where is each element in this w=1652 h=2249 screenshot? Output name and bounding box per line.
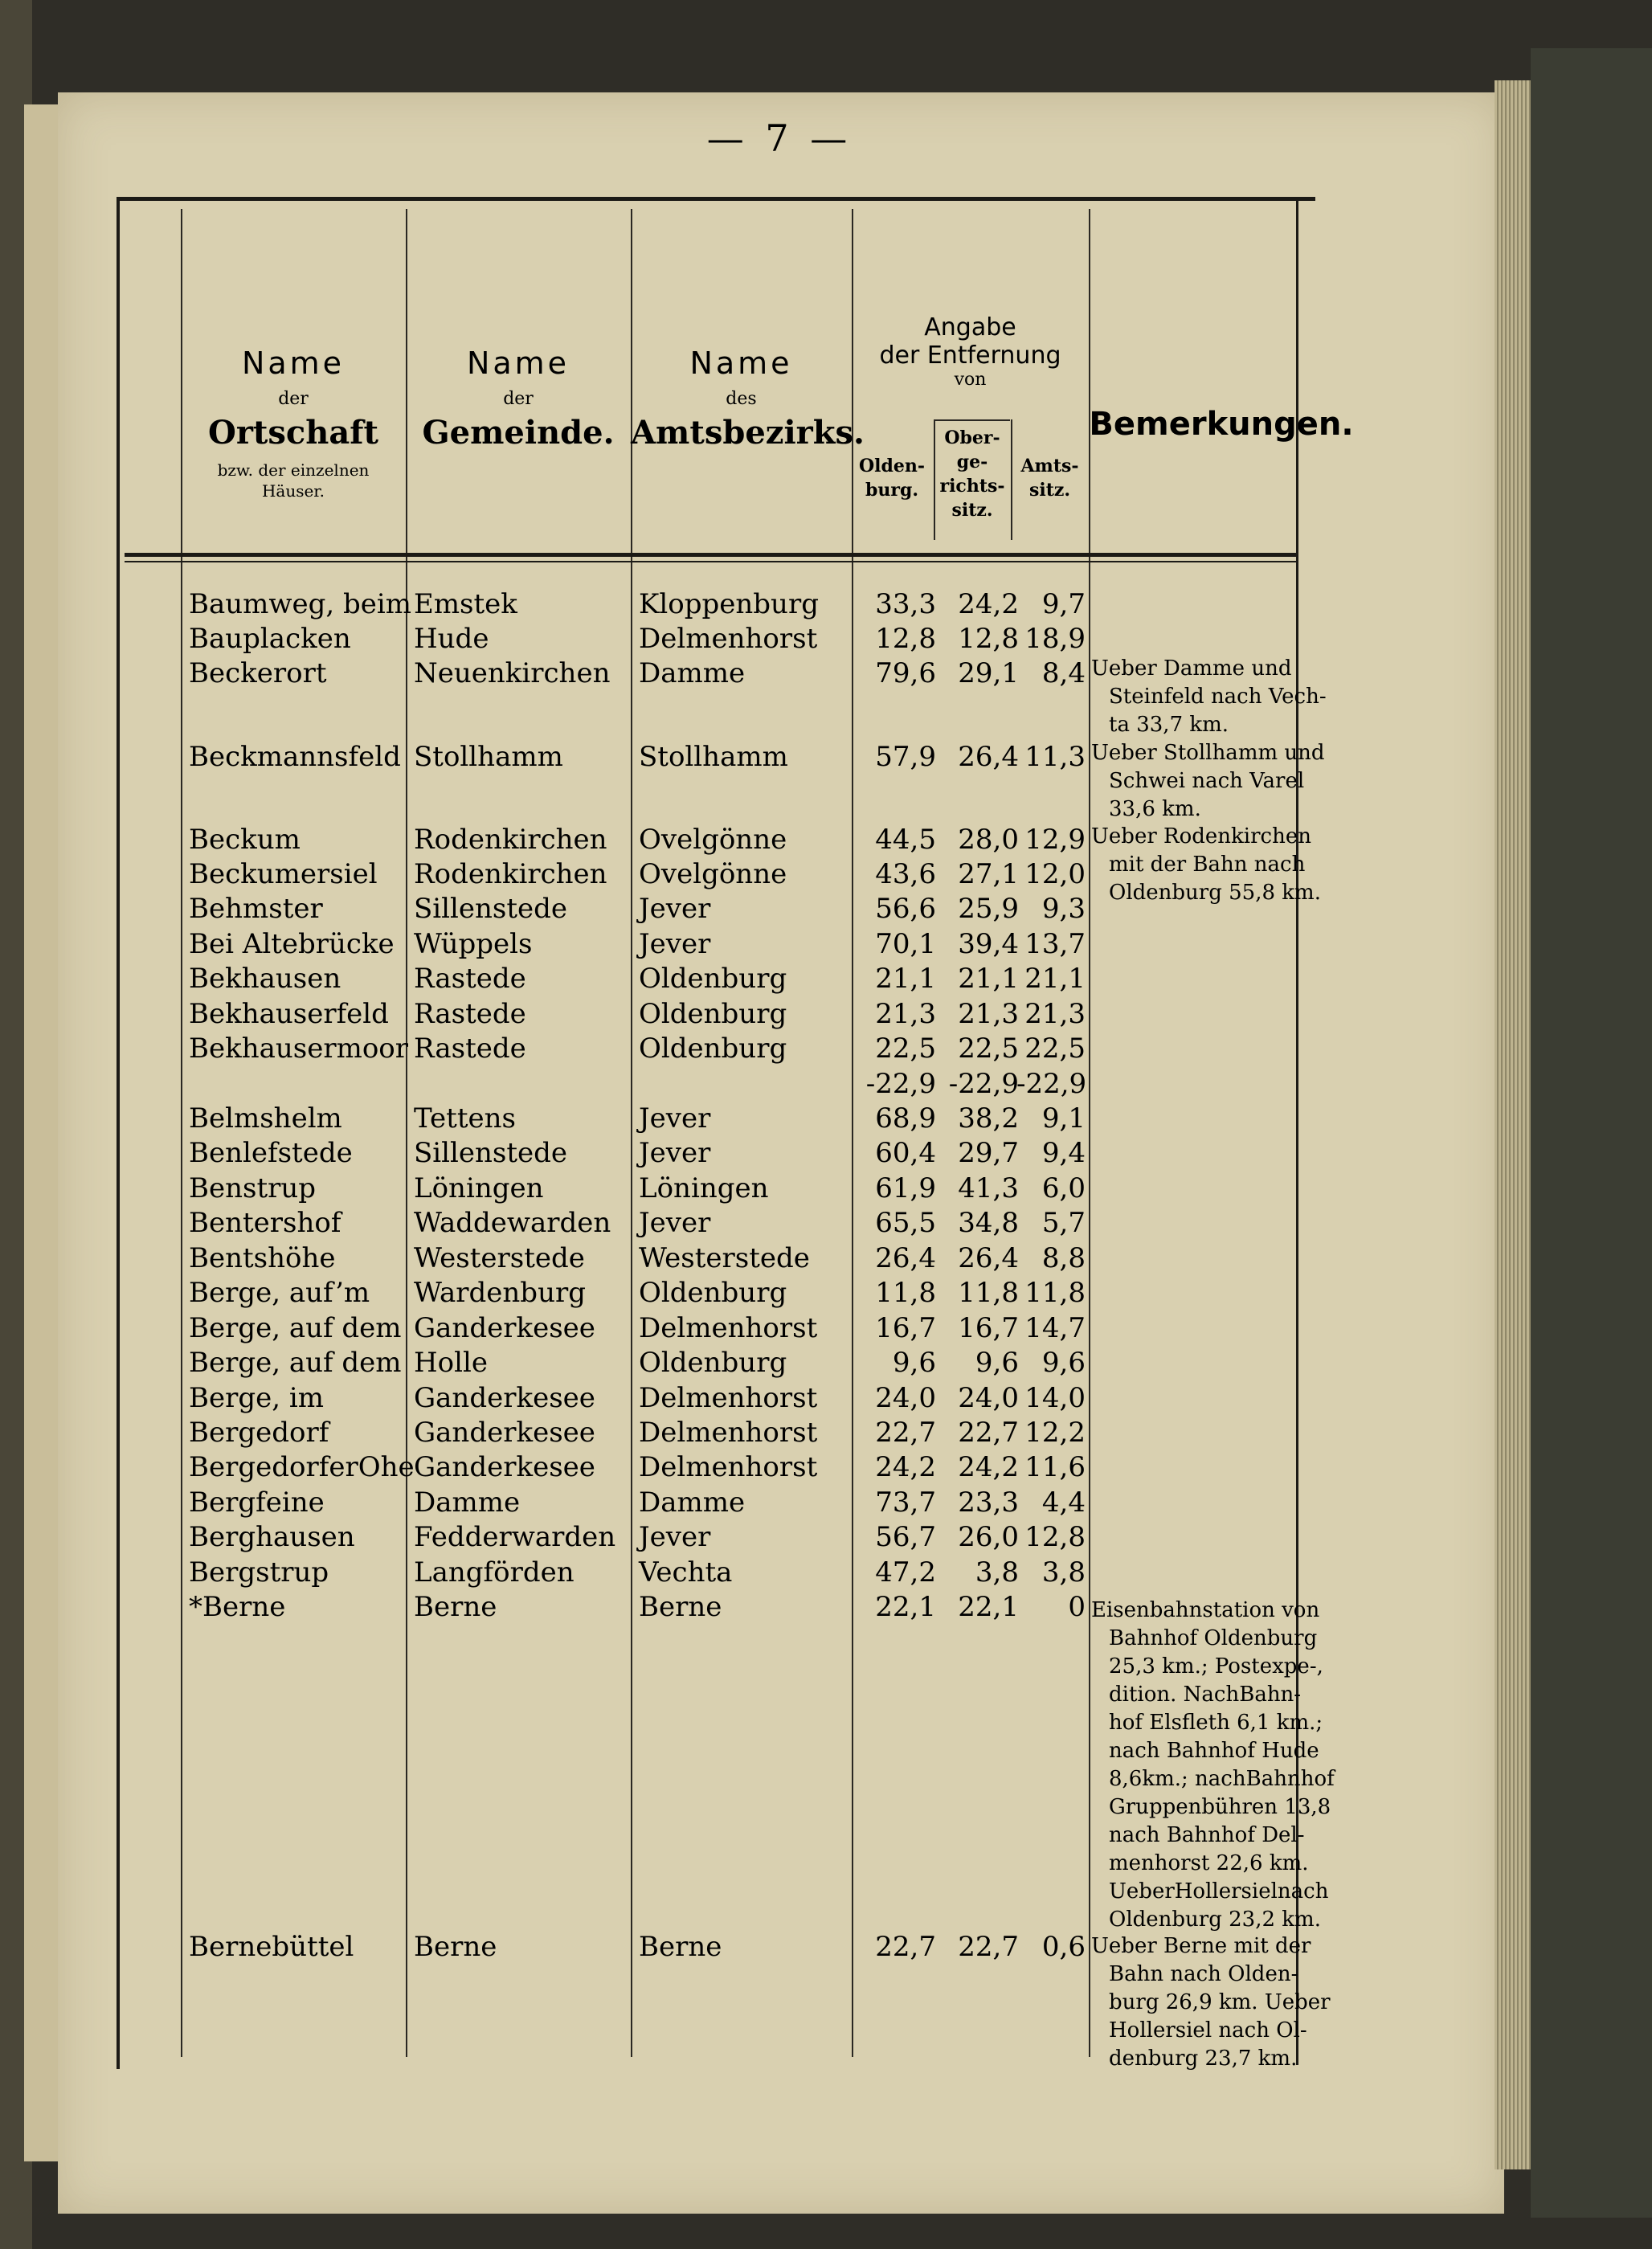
cell-dist-amtssitz: 14,7: [1024, 1312, 1086, 1344]
cell-amtsbezirk: Jever: [639, 1207, 711, 1239]
cell-dist-oldenburg: 24,2: [875, 1451, 936, 1483]
cell-gemeinde: Sillenstede: [414, 893, 568, 925]
cell-ortschaft: Bekhauserfeld: [189, 998, 389, 1030]
header-bemerkungen: Bemerkungen.: [1089, 406, 1354, 443]
cell-amtsbezirk: Damme: [639, 1486, 746, 1519]
cell-gemeinde: Rodenkirchen: [414, 858, 607, 890]
remark-bernebuettel: [1091, 1932, 1347, 2073]
cell-amtsbezirk: Berne: [639, 1591, 722, 1623]
cell-amtsbezirk: Damme: [639, 657, 746, 689]
cell-gemeinde: Rastede: [414, 963, 526, 995]
header-title: Name: [689, 346, 793, 381]
cell-dist-oldenburg: 11,8: [875, 1277, 936, 1309]
cell-amtsbezirk: Berne: [639, 1931, 722, 1963]
remark-line: Gruppenbühren 13,8: [1109, 1795, 1331, 1819]
cell-dist-oldenburg: 22,7: [875, 1931, 936, 1963]
cell-gemeinde: Tettens: [414, 1102, 516, 1135]
remark-line: Ueber Damme und: [1091, 656, 1292, 681]
remark-line: Ueber Stollhamm und: [1091, 741, 1325, 765]
cell-amtsbezirk: Stollhamm: [639, 741, 788, 773]
cell-dist-oldenburg: 73,7: [875, 1486, 936, 1519]
book-cover-right: [1531, 48, 1652, 2218]
cell-amtsbezirk: Oldenburg: [639, 998, 787, 1030]
cell-dist-obergericht: 26,4: [958, 1242, 1019, 1274]
cell-gemeinde: Westerstede: [414, 1242, 585, 1274]
cell-amtsbezirk: Vechta: [639, 1556, 733, 1589]
remark-line: Oldenburg 23,2 km.: [1109, 1908, 1321, 1932]
header-amtssitz: Amts- sitz.: [1020, 456, 1079, 501]
cell-dist-oldenburg: 22,5: [875, 1032, 936, 1065]
header-main: Gemeinde.: [422, 414, 615, 452]
header-sub: bzw. der einzelnen: [217, 460, 370, 480]
remark-line: burg 26,9 km. Ueber: [1109, 1990, 1331, 2014]
remark-line: Bahn nach Olden-: [1109, 1962, 1298, 1986]
cell-amtsbezirk: Delmenhorst: [639, 1382, 818, 1414]
cell-amtsbezirk: Jever: [639, 1521, 711, 1553]
cell-dist-obergericht: 29,1: [958, 657, 1019, 689]
cell-dist-obergericht: 22,7: [958, 1931, 1019, 1963]
cell-ortschaft: Bekhausermoor: [189, 1032, 409, 1065]
cell-dist-obergericht: 9,6: [975, 1347, 1019, 1379]
cell-gemeinde: Berne: [414, 1931, 497, 1963]
cell-ortschaft: Benstrup: [189, 1172, 317, 1204]
cell-dist-obergericht: 24,2: [958, 588, 1019, 620]
cell-dist-obergericht: 34,8: [958, 1207, 1019, 1239]
header-amtsbezirk: [631, 346, 865, 452]
cell-amtsbezirk: Oldenburg: [639, 963, 787, 995]
cell-gemeinde: Neuenkirchen: [414, 657, 611, 689]
header-rule: [125, 553, 1298, 557]
cell-dist-amtssitz: 8,8: [1041, 1242, 1086, 1274]
remark-line: Bahnhof Oldenburg: [1109, 1626, 1318, 1650]
cell-ortschaft: Beckumersiel: [189, 858, 378, 890]
cell-dist-amtssitz: 8,4: [1041, 657, 1086, 689]
column-divider: [631, 209, 632, 2057]
cell-ortschaft: Beckmannsfeld: [189, 741, 401, 773]
cell-ortschaft: Berge, auf dem: [189, 1312, 402, 1344]
cell-gemeinde: Rastede: [414, 1032, 526, 1065]
cell-amtsbezirk: Oldenburg: [639, 1032, 787, 1065]
cell-dist-amtssitz: 12,2: [1024, 1417, 1086, 1449]
remark-beckmannsfeld: [1091, 739, 1347, 824]
remark-line: dition. NachBahn-: [1109, 1683, 1302, 1707]
cell-dist-oldenburg: 9,6: [892, 1347, 936, 1379]
cell-dist-oldenburg: 47,2: [875, 1556, 936, 1589]
cell-dist-obergericht: 41,3: [958, 1172, 1019, 1204]
cell-dist-oldenburg: 56,6: [875, 893, 936, 925]
cell-amtsbezirk: Delmenhorst: [639, 1451, 818, 1483]
cell-dist-obergericht: 21,3: [958, 998, 1019, 1030]
cell-gemeinde: Rastede: [414, 998, 526, 1030]
cell-dist-amtssitz: 9,7: [1041, 588, 1086, 620]
remark-beckum: [1091, 823, 1347, 907]
cell-dist-obergericht: 38,2: [958, 1102, 1019, 1135]
remark-line: Hollersiel nach Ol-: [1109, 2018, 1307, 2043]
cell-ortschaft: Berghausen: [189, 1521, 355, 1553]
cell-ortschaft: Bauplacken: [189, 623, 351, 655]
cell-dist-amtssitz: 18,9: [1024, 623, 1086, 655]
cell-dist-amtssitz: 13,7: [1024, 928, 1086, 960]
cell-dist-obergericht: 27,1: [958, 858, 1019, 890]
header-sub: Häuser.: [261, 481, 325, 501]
remark-line: Ueber Rodenkirchen: [1091, 824, 1311, 848]
cell-gemeinde: Ganderkesee: [414, 1382, 595, 1414]
header-oldenburg: Olden- burg.: [858, 456, 926, 501]
remark-beckerort: [1091, 655, 1347, 739]
cell-dist-obergericht: 22,5: [958, 1032, 1019, 1065]
remark-line: Schwei nach Varel: [1109, 769, 1305, 793]
remark-line: 33,6 km.: [1109, 797, 1201, 821]
header-sub: von: [954, 370, 987, 390]
cell-amtsbezirk: Oldenburg: [639, 1277, 787, 1309]
cell-dist-oldenburg: 79,6: [875, 657, 936, 689]
cell-ortschaft: Belmshelm: [189, 1102, 342, 1135]
cell-amtsbezirk: Delmenhorst: [639, 1417, 818, 1449]
cell-ortschaft: Bernebüttel: [189, 1931, 354, 1963]
cell-gemeinde: Ganderkesee: [414, 1417, 595, 1449]
cell-dist-obergericht: 24,2: [958, 1451, 1019, 1483]
cell-dist-amtssitz: 14,0: [1024, 1382, 1086, 1414]
cell-dist-obergericht: 39,4: [958, 928, 1019, 960]
cell-dist-obergericht: 16,7: [958, 1312, 1019, 1344]
cell-amtsbezirk: Westerstede: [639, 1242, 810, 1274]
remark-line: hof Elsfleth 6,1 km.;: [1109, 1711, 1323, 1735]
cell-ortschaft: BergedorferOhe: [189, 1451, 415, 1483]
cell-gemeinde: Rodenkirchen: [414, 824, 607, 856]
cell-dist-amtssitz: 5,7: [1041, 1207, 1086, 1239]
cell-gemeinde: Ganderkesee: [414, 1451, 595, 1483]
cell-gemeinde: Holle: [414, 1347, 488, 1379]
cell-amtsbezirk: Kloppenburg: [639, 588, 819, 620]
cell-ortschaft: Behmster: [189, 893, 323, 925]
cell-dist-obergericht: 22,7: [958, 1417, 1019, 1449]
cell-ortschaft: Beckerort: [189, 657, 327, 689]
cell-amtsbezirk: Delmenhorst: [639, 623, 818, 655]
cell-dist-amtssitz: 9,4: [1041, 1137, 1086, 1169]
header-main: Ortschaft: [208, 414, 378, 452]
cell-dist-oldenburg: 68,9: [875, 1102, 936, 1135]
cell-dist-oldenburg: 57,9: [875, 741, 936, 773]
cell-dist-amtssitz: 12,8: [1024, 1521, 1086, 1553]
cell-ortschaft: Beckum: [189, 824, 301, 856]
cell-ortschaft: Bergfeine: [189, 1486, 325, 1519]
header-title: der Entfernung: [879, 341, 1061, 370]
cell-ortschaft: Berge, auf dem: [189, 1347, 402, 1379]
cell-dist-amtssitz: 0: [1068, 1591, 1086, 1623]
cell-gemeinde: Emstek: [414, 588, 517, 620]
cell-dist-amtssitz: 11,3: [1024, 741, 1086, 773]
cell-dist-obergericht: 29,7: [958, 1137, 1019, 1169]
cell-gemeinde: Sillenstede: [414, 1137, 568, 1169]
cell-dist-amtssitz: 21,1: [1024, 963, 1086, 995]
cell-dist-amtssitz: 9,3: [1041, 893, 1086, 925]
cell-ortschaft: *Berne: [189, 1591, 286, 1623]
subheader-rule: [934, 419, 1010, 421]
cell-amtsbezirk: Löningen: [639, 1172, 769, 1204]
remark-line: Eisenbahnstation von: [1091, 1598, 1320, 1622]
cell-amtsbezirk: Ovelgönne: [639, 858, 787, 890]
cell-ortschaft: Bekhausen: [189, 963, 341, 995]
cell-dist-obergericht: 28,0: [958, 824, 1019, 856]
cell-gemeinde: Waddewarden: [414, 1207, 611, 1239]
cell-dist-obergericht: 3,8: [975, 1556, 1019, 1589]
header-title: Name: [241, 346, 346, 381]
cell-gemeinde: Fedderwarden: [414, 1521, 616, 1553]
cell-dist-obergericht: 21,1: [958, 963, 1019, 995]
header-title: Angabe: [924, 313, 1016, 341]
cell-dist-oldenburg: 70,1: [875, 928, 936, 960]
cell-gemeinde: Wardenburg: [414, 1277, 586, 1309]
remark-line: menhorst 22,6 km.: [1109, 1851, 1309, 1875]
cell-dist-obergericht: 22,1: [958, 1591, 1019, 1623]
cell-gemeinde: Löningen: [414, 1172, 544, 1204]
cell-gemeinde: Wüppels: [414, 928, 533, 960]
cell-amtsbezirk: Jever: [639, 1102, 711, 1135]
cell-dist-obergericht: 23,3: [958, 1486, 1019, 1519]
header-sub: der: [278, 389, 309, 409]
cell-dist-amtssitz: 22,5: [1024, 1032, 1086, 1065]
cell-dist-amtssitz: 6,0: [1041, 1172, 1086, 1204]
cell-dist-oldenburg: 21,3: [875, 998, 936, 1030]
cell-dist-amtssitz: 12,9: [1024, 824, 1086, 856]
cell-ortschaft: Berge, im: [189, 1382, 324, 1414]
cell-amtsbezirk: Delmenhorst: [639, 1312, 818, 1344]
cell-dist-amtssitz: 9,6: [1041, 1347, 1086, 1379]
cell-dist-oldenburg: 33,3: [875, 588, 936, 620]
cell-ortschaft: Bergstrup: [189, 1556, 329, 1589]
remark-line: mit der Bahn nach: [1109, 853, 1306, 877]
remark-line: denburg 23,7 km.: [1109, 2047, 1298, 2071]
cell-dist-amtssitz: 12,0: [1024, 858, 1086, 890]
column-divider: [1089, 209, 1090, 2057]
remark-line: Ueber Berne mit der: [1091, 1934, 1311, 1958]
header-rule-thin: [125, 561, 1298, 562]
cell-dist-oldenburg: 24,0: [875, 1382, 936, 1414]
header-entfernung: [852, 313, 1089, 390]
page-number: — 7 —: [706, 117, 853, 160]
cell-dist-amtssitz: 3,8: [1041, 1556, 1086, 1589]
cell-amtsbezirk: Jever: [639, 1137, 711, 1169]
remark-line: nach Bahnhof Hude: [1109, 1739, 1319, 1763]
cell-gemeinde: Langförden: [414, 1556, 575, 1589]
header-gemeinde: [406, 346, 631, 452]
cell-gemeinde: Damme: [414, 1486, 521, 1519]
cell-ortschaft: Bentershof: [189, 1207, 341, 1239]
cell-dist-oldenburg: 65,5: [875, 1207, 936, 1239]
cell-dist-amtssitz: 0,6: [1041, 1931, 1086, 1963]
cell-dist-amtssitz: 11,8: [1024, 1277, 1086, 1309]
column-divider: [406, 209, 407, 2057]
cell-dist-oldenburg: -22,9: [865, 1068, 936, 1100]
cell-ortschaft: Bergedorf: [189, 1417, 329, 1449]
cell-dist-obergericht: 24,0: [958, 1382, 1019, 1414]
remark-berne: [1091, 1597, 1347, 1934]
remark-line: Oldenburg 55,8 km.: [1109, 881, 1321, 905]
cell-dist-oldenburg: 21,1: [875, 963, 936, 995]
cell-dist-oldenburg: 60,4: [875, 1137, 936, 1169]
cell-dist-oldenburg: 44,5: [875, 824, 936, 856]
cell-amtsbezirk: Ovelgönne: [639, 824, 787, 856]
cell-amtsbezirk: Oldenburg: [639, 1347, 787, 1379]
cell-dist-oldenburg: 26,4: [875, 1242, 936, 1274]
cell-ortschaft: Berge, auf’m: [189, 1277, 370, 1309]
remark-line: UeberHollersielnach: [1109, 1879, 1329, 1903]
cell-dist-amtssitz: 11,6: [1024, 1451, 1086, 1483]
cell-dist-obergericht: 26,4: [958, 741, 1019, 773]
cell-ortschaft: Bentshöhe: [189, 1242, 336, 1274]
cell-dist-oldenburg: 16,7: [875, 1312, 936, 1344]
remark-line: Steinfeld nach Vech-: [1109, 685, 1327, 709]
cell-dist-obergericht: 12,8: [958, 623, 1019, 655]
header-obergerichtssitz: Ober- ge- richts- sitz.: [939, 427, 1005, 521]
cell-dist-amtssitz: -22,9: [1016, 1068, 1087, 1100]
header-ortschaft: [181, 346, 406, 501]
cell-gemeinde: Stollhamm: [414, 741, 563, 773]
cell-amtsbezirk: Jever: [639, 928, 711, 960]
cell-dist-oldenburg: 12,8: [875, 623, 936, 655]
remark-line: 8,6km.; nachBahnhof: [1109, 1767, 1335, 1791]
cell-dist-oldenburg: 61,9: [875, 1172, 936, 1204]
cell-dist-amtssitz: 9,1: [1041, 1102, 1086, 1135]
cell-dist-oldenburg: 43,6: [875, 858, 936, 890]
remark-line: nach Bahnhof Del-: [1109, 1823, 1305, 1847]
cell-dist-oldenburg: 22,1: [875, 1591, 936, 1623]
cell-ortschaft: Benlefstede: [189, 1137, 353, 1169]
cell-gemeinde: Hude: [414, 623, 489, 655]
cell-dist-oldenburg: 22,7: [875, 1417, 936, 1449]
cell-gemeinde: Ganderkesee: [414, 1312, 595, 1344]
header-sub: des: [726, 389, 757, 409]
remark-line: 25,3 km.; Postexpe-,: [1109, 1654, 1323, 1679]
header-sub: der: [503, 389, 534, 409]
cell-ortschaft: Bei Altebrücke: [189, 928, 395, 960]
cell-dist-oldenburg: 56,7: [875, 1521, 936, 1553]
cell-dist-amtssitz: 21,3: [1024, 998, 1086, 1030]
cell-ortschaft: Baumweg, beim: [189, 588, 411, 620]
cell-dist-obergericht: 11,8: [958, 1277, 1019, 1309]
cell-gemeinde: Berne: [414, 1591, 497, 1623]
cell-amtsbezirk: Jever: [639, 893, 711, 925]
header-main: Amtsbezirks.: [631, 414, 865, 452]
remark-line: ta 33,7 km.: [1109, 713, 1229, 737]
header-title: Name: [466, 346, 570, 381]
cell-dist-obergericht: 26,0: [958, 1521, 1019, 1553]
cell-dist-obergericht: -22,9: [948, 1068, 1019, 1100]
cell-dist-obergericht: 25,9: [958, 893, 1019, 925]
cell-dist-amtssitz: 4,4: [1041, 1486, 1086, 1519]
